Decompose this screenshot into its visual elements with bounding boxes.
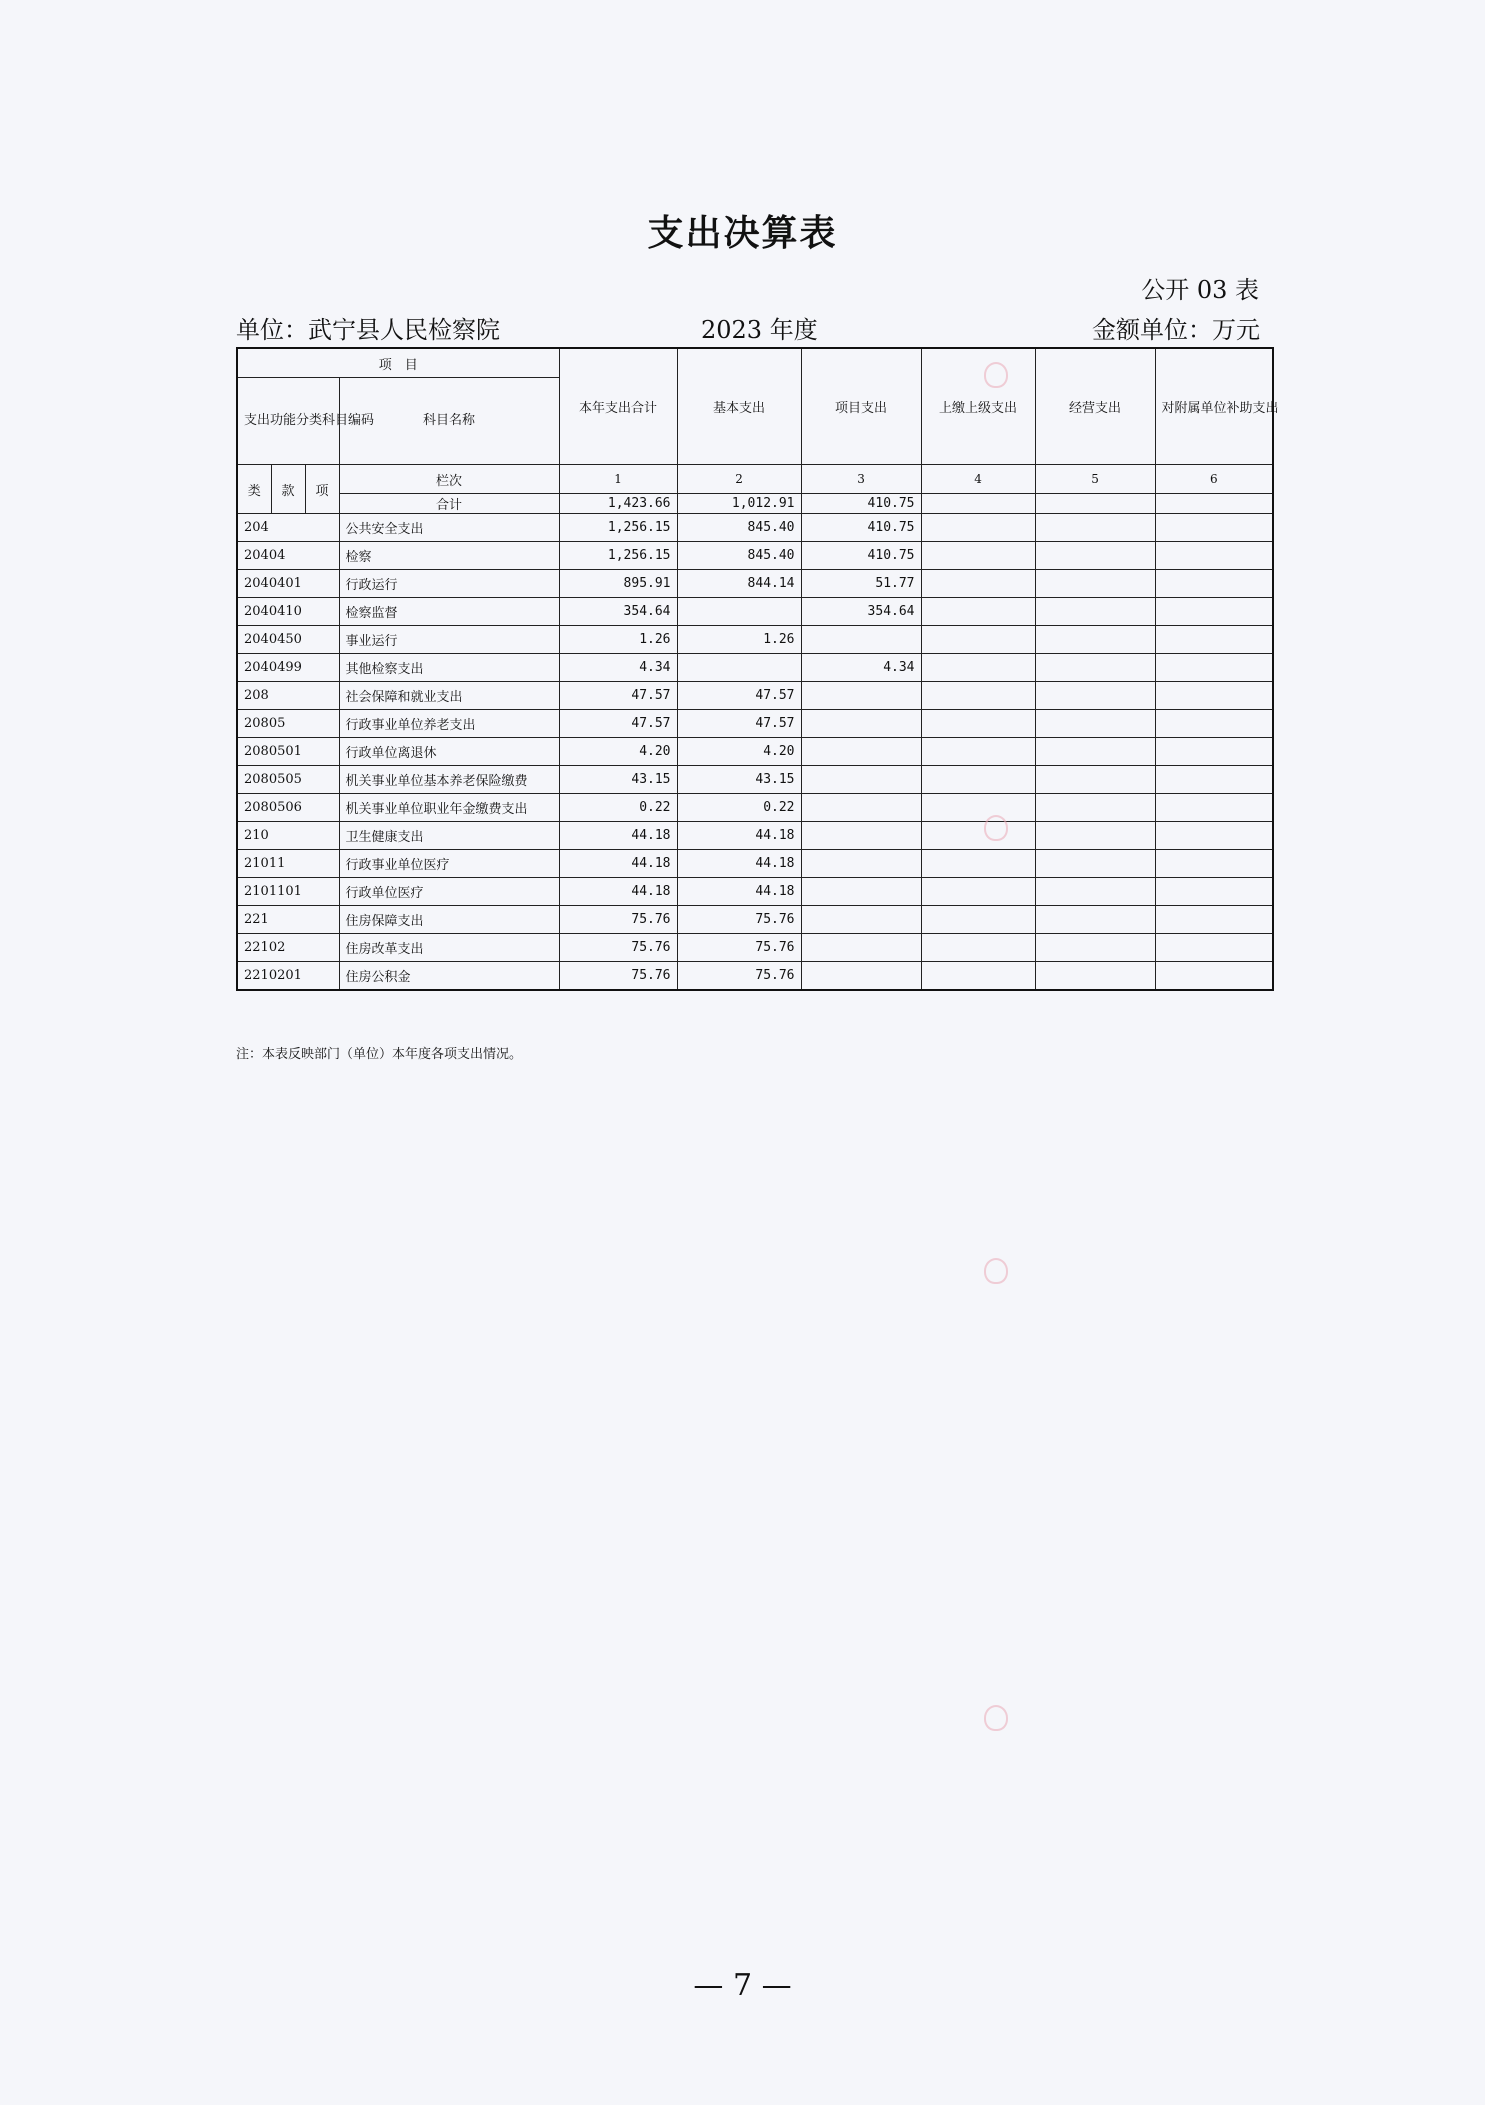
row-value [921, 710, 1035, 738]
table-row [237, 598, 1273, 626]
row-value [921, 570, 1035, 598]
row-value: 75.76 [559, 906, 677, 934]
header-lanci: 栏次 [339, 465, 559, 494]
total-value [1155, 494, 1273, 514]
total-value [1035, 494, 1155, 514]
row-value: 1.26 [559, 626, 677, 654]
row-value [921, 822, 1035, 850]
row-subject-name: 机关事业单位基本养老保险缴费 [339, 766, 559, 794]
row-value [1155, 542, 1273, 570]
row-value [1035, 962, 1155, 991]
header-col-project: 项目支出 [801, 348, 921, 465]
row-value [1035, 570, 1155, 598]
col-number: 1 [559, 465, 677, 494]
row-value: 1,256.15 [559, 514, 677, 542]
row-value [1035, 514, 1155, 542]
total-value: 1,423.66 [559, 494, 677, 514]
meta-row [236, 310, 1260, 344]
row-value [1155, 850, 1273, 878]
row-value [1155, 878, 1273, 906]
row-value: 0.22 [559, 794, 677, 822]
row-value [1035, 626, 1155, 654]
total-value [921, 494, 1035, 514]
col-number: 2 [677, 465, 801, 494]
row-subject-name: 住房改革支出 [339, 934, 559, 962]
row-value [801, 822, 921, 850]
header-col-business: 经营支出 [1035, 348, 1155, 465]
row-value [921, 738, 1035, 766]
row-value [1035, 906, 1155, 934]
seal-mark-icon [984, 1705, 1008, 1731]
row-value [1035, 654, 1155, 682]
row-value [921, 514, 1035, 542]
row-value [1155, 934, 1273, 962]
row-value: 845.40 [677, 542, 801, 570]
row-value [1155, 598, 1273, 626]
row-value: 895.91 [559, 570, 677, 598]
row-value [921, 682, 1035, 710]
row-value [1035, 878, 1155, 906]
table-row [237, 794, 1273, 822]
table-row [237, 570, 1273, 598]
row-value: 44.18 [677, 822, 801, 850]
header-subject-name: 科目名称 [339, 378, 559, 465]
row-code: 2040410 [237, 598, 339, 626]
row-value: 75.76 [677, 906, 801, 934]
table-body [237, 514, 1273, 991]
row-code: 20805 [237, 710, 339, 738]
row-value: 4.20 [677, 738, 801, 766]
row-value [1035, 542, 1155, 570]
row-value [1035, 822, 1155, 850]
row-value: 4.34 [559, 654, 677, 682]
row-value: 47.57 [559, 682, 677, 710]
row-code: 2040401 [237, 570, 339, 598]
row-value [801, 962, 921, 991]
row-value [801, 682, 921, 710]
row-value [801, 878, 921, 906]
row-value: 4.20 [559, 738, 677, 766]
header-lei: 类 [237, 465, 271, 514]
row-subject-name: 行政单位医疗 [339, 878, 559, 906]
row-value: 410.75 [801, 514, 921, 542]
row-value [1155, 710, 1273, 738]
row-value: 44.18 [559, 878, 677, 906]
row-value [1035, 766, 1155, 794]
row-value [921, 794, 1035, 822]
page-title: 支出决算表 [647, 212, 838, 254]
row-value [1035, 850, 1155, 878]
row-subject-name: 社会保障和就业支出 [339, 682, 559, 710]
col-number: 4 [921, 465, 1035, 494]
row-value: 4.34 [801, 654, 921, 682]
row-value: 0.22 [677, 794, 801, 822]
seal-mark-icon [984, 815, 1008, 841]
table-row [237, 822, 1273, 850]
row-code: 2040450 [237, 626, 339, 654]
row-value: 47.57 [559, 710, 677, 738]
table-row [237, 738, 1273, 766]
row-subject-name: 检察监督 [339, 598, 559, 626]
row-value [921, 934, 1035, 962]
row-code: 208 [237, 682, 339, 710]
table-row [237, 514, 1273, 542]
table-row [237, 654, 1273, 682]
row-value [1155, 514, 1273, 542]
year-label: 2023 年度 [701, 316, 818, 344]
row-value [801, 710, 921, 738]
row-value [1035, 738, 1155, 766]
row-value [1155, 570, 1273, 598]
table-row [237, 682, 1273, 710]
row-code: 22102 [237, 934, 339, 962]
row-value [921, 542, 1035, 570]
row-code: 2080505 [237, 766, 339, 794]
row-value [1155, 822, 1273, 850]
row-code: 210 [237, 822, 339, 850]
row-value [921, 598, 1035, 626]
header-col-basic: 基本支出 [677, 348, 801, 465]
col-number: 6 [1155, 465, 1273, 494]
table-row [237, 962, 1273, 991]
header-col-total: 本年支出合计 [559, 348, 677, 465]
total-row [237, 494, 1273, 514]
row-value: 47.57 [677, 710, 801, 738]
row-value: 75.76 [677, 962, 801, 991]
header-code-group: 支出功能分类科目编码 [237, 378, 339, 465]
total-label: 合计 [339, 494, 559, 514]
header-col-subsidy: 对附属单位补助支出 [1155, 348, 1273, 465]
row-value [1155, 794, 1273, 822]
row-value [921, 654, 1035, 682]
row-value [1035, 598, 1155, 626]
row-value [921, 626, 1035, 654]
row-value [801, 738, 921, 766]
row-subject-name: 住房保障支出 [339, 906, 559, 934]
row-code: 2040499 [237, 654, 339, 682]
row-value [1155, 906, 1273, 934]
table-note: 注：本表反映部门（单位）本年度各项支出情况。 [236, 1047, 523, 1062]
row-value [921, 962, 1035, 991]
row-value: 1,256.15 [559, 542, 677, 570]
header-item: 项 目 [237, 348, 559, 378]
seal-mark-icon [984, 362, 1008, 388]
col-number: 3 [801, 465, 921, 494]
row-code: 221 [237, 906, 339, 934]
row-value [921, 766, 1035, 794]
row-subject-name: 公共安全支出 [339, 514, 559, 542]
row-value [1155, 962, 1273, 991]
unit-label: 单位：武宁县人民检察院 [236, 316, 500, 344]
row-value: 354.64 [559, 598, 677, 626]
row-subject-name: 行政事业单位养老支出 [339, 710, 559, 738]
row-subject-name: 行政运行 [339, 570, 559, 598]
row-value [1155, 766, 1273, 794]
total-value: 410.75 [801, 494, 921, 514]
amount-unit-label: 金额单位：万元 [1092, 316, 1260, 344]
row-value: 44.18 [677, 878, 801, 906]
row-value: 75.76 [559, 934, 677, 962]
row-value [921, 850, 1035, 878]
row-code: 2080506 [237, 794, 339, 822]
row-code: 2210201 [237, 962, 339, 991]
row-subject-name: 事业运行 [339, 626, 559, 654]
col-number: 5 [1035, 465, 1155, 494]
row-subject-name: 检察 [339, 542, 559, 570]
row-value [921, 878, 1035, 906]
page-number: — 7 — [693, 1968, 792, 2003]
row-code: 2101101 [237, 878, 339, 906]
row-value: 354.64 [801, 598, 921, 626]
row-value: 75.76 [677, 934, 801, 962]
row-subject-name: 卫生健康支出 [339, 822, 559, 850]
table-row [237, 710, 1273, 738]
row-value [801, 850, 921, 878]
row-value: 44.18 [559, 850, 677, 878]
row-value: 1.26 [677, 626, 801, 654]
row-value [921, 906, 1035, 934]
row-value [1035, 682, 1155, 710]
row-value [801, 934, 921, 962]
header-col-remit: 上缴上级支出 [921, 348, 1035, 465]
row-value: 44.18 [559, 822, 677, 850]
table-row [237, 906, 1273, 934]
row-value: 75.76 [559, 962, 677, 991]
row-value [1035, 710, 1155, 738]
seal-mark-icon [984, 1258, 1008, 1284]
row-value [677, 654, 801, 682]
table-row [237, 934, 1273, 962]
row-value [1155, 682, 1273, 710]
table-row [237, 626, 1273, 654]
total-value: 1,012.91 [677, 494, 801, 514]
row-value [1155, 626, 1273, 654]
row-value [677, 598, 801, 626]
row-subject-name: 行政单位离退休 [339, 738, 559, 766]
row-code: 204 [237, 514, 339, 542]
row-value [1035, 794, 1155, 822]
row-value [801, 794, 921, 822]
header-kuan: 款 [271, 465, 305, 514]
row-value: 44.18 [677, 850, 801, 878]
row-value: 43.15 [559, 766, 677, 794]
row-code: 20404 [237, 542, 339, 570]
row-value: 51.77 [801, 570, 921, 598]
table-row [237, 542, 1273, 570]
row-code: 2080501 [237, 738, 339, 766]
row-value [1155, 738, 1273, 766]
row-value [1155, 654, 1273, 682]
table-row [237, 850, 1273, 878]
row-subject-name: 其他检察支出 [339, 654, 559, 682]
row-value: 410.75 [801, 542, 921, 570]
header-xiang: 项 [305, 465, 339, 514]
row-value [1035, 934, 1155, 962]
row-subject-name: 机关事业单位职业年金缴费支出 [339, 794, 559, 822]
row-value [801, 766, 921, 794]
row-value [801, 626, 921, 654]
table-row [237, 766, 1273, 794]
table-row [237, 878, 1273, 906]
form-number: 公开 03 表 [1141, 276, 1259, 304]
row-subject-name: 住房公积金 [339, 962, 559, 991]
row-code: 21011 [237, 850, 339, 878]
expenditure-table [236, 347, 1279, 991]
row-value: 47.57 [677, 682, 801, 710]
row-value: 43.15 [677, 766, 801, 794]
row-subject-name: 行政事业单位医疗 [339, 850, 559, 878]
row-value: 845.40 [677, 514, 801, 542]
row-value [801, 906, 921, 934]
row-value: 844.14 [677, 570, 801, 598]
